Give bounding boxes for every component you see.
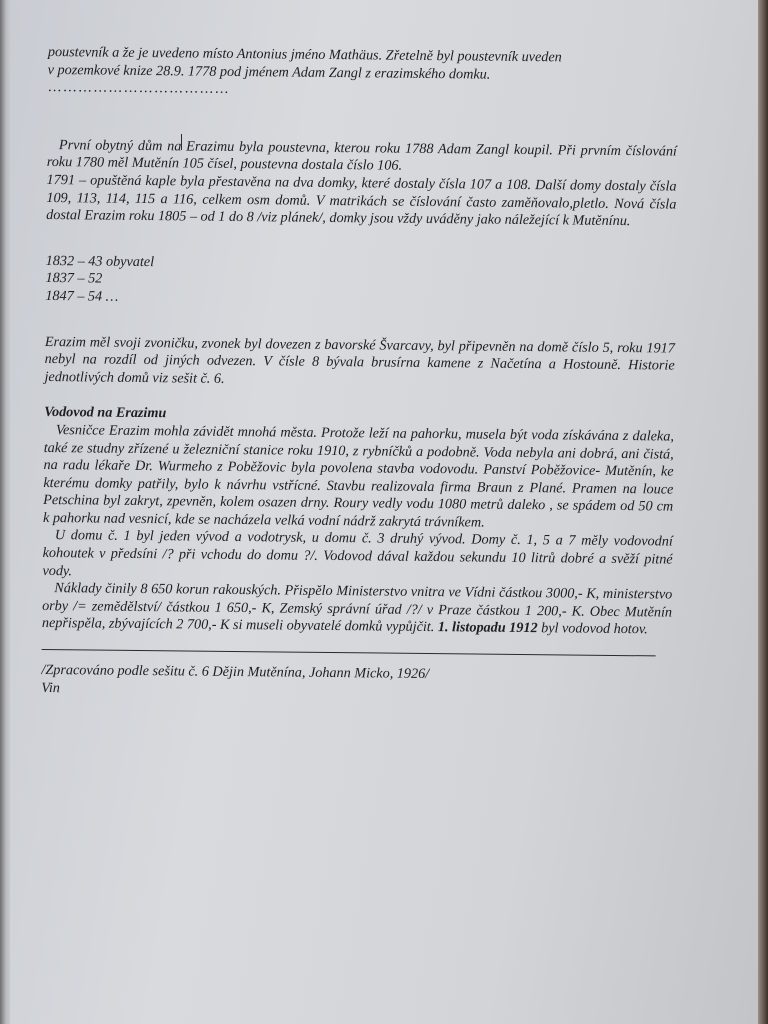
page-right-edge	[758, 0, 768, 1024]
paragraph-water-3	[42, 580, 673, 639]
paragraph-first-house: První obytný dům na Erazimu byla poustevna, kterou roku 1788 Adam Zangl koupil. Při prvním číslování roku 1780 měl Mutěnín 105 čísel, poustevna dostala číslo 106.	[46, 136, 677, 175]
population-1832: 1832 – 43 obyvatel	[45, 252, 155, 270]
page-left-edge	[0, 0, 10, 1024]
signature: Vin	[41, 679, 60, 696]
water-costs-end: byl vodovod hotov.	[541, 620, 648, 638]
intro-line-2: v pozemkové knize 28.9. 1778 pod jménem Adam Zangl z erazimského domku.	[47, 61, 491, 83]
document-text	[41, 44, 678, 704]
completion-date: 1. listopadu 1912	[437, 619, 538, 637]
source-note: /Zpracováno podle sešitu č. 6 Dějin Mutěnína, Johann Micko, 1926/	[41, 661, 430, 683]
population-1837: 1837 – 52	[45, 270, 103, 287]
intro-line-1: poustevník a že je uvedeno místo Antonius jméno Mathäus. Zřetelně byl poustevník uveden	[47, 44, 562, 66]
water-costs-text: Náklady činily 8 650 korun rakouských. Přispělo Ministerstvo vnitra ve Vídni částkou 3000,- K, ministerstvo orby /= zemědělství/ částkou 1 650,- K, Zemský správní úřad /?/ v Praze částkou 1 200,- K. Obec Mutěnín nepřispěla, zbývajících 2 700,- K si museli obyvatelé domků vypůjčit.	[41, 580, 673, 636]
paragraph-chapel: 1791 – opuštěná kaple byla přestavěna na dva domky, které dostaly čísla 107 a 108. Další domy dostaly čísla 109, 113, 114, 115 a 116, celkem osm domů. V matrikách se číslování často zaměňovalo,pletlo. Nová čísla dostal Erazim roku 1805 – od 1 do 8 /viz plánek/, domky jsou vždy uváděny jako náležející k Mutěnínu.	[46, 171, 677, 230]
dotted-separator: ………………………………	[47, 79, 230, 98]
population-1847: 1847 – 54 …	[45, 287, 119, 305]
section-heading: Vodovod na Erazimu	[44, 404, 167, 422]
paragraph-water-1: Vesničce Erazim mohla závidět mnohá města. Protože leží na pahorku, musela být voda získávána z daleka, také ze studny zřízené u železniční stanice roku 1910, z rybníčků a podobně. Voda nebyla ani dobrá, ani čistá, na radu lékaře Dr. Wurmeho z Poběžovic byla povolena stavba vodovodu. Panství Poběžovice- Mutěnín, ke kterému domky patřily, bylo k návrhu vstřícné. Stavbu realizovala firma Braun z Plané. Pramen na louce Petschina byl zakryt, zpevněn, kolem osazen drny. Roury vedly vodu 1080 metrů daleko , se spádem od 50 cm k pahorku nad vesnicí, kde se nacházela velká vodní nádrž zakrytá trávníkem.	[42, 422, 675, 531]
document-page	[10, 0, 758, 1024]
paragraph-bell: Erazim měl svoji zvoničku, zvonek byl dovezen z bavorské Švarcavy, byl připevněn na domě číslo 5, roku 1917 nebyl na rozdíl od jiných odvezen. V čísle 8 bývala brusírna kamene z Načetína a Hostouně. Historie jednotlivých domů viz sešit č. 6.	[44, 333, 675, 387]
horizontal-rule	[42, 649, 656, 656]
paragraph-water-2: U domu č. 1 byl jeden vývod a vodotrysk, u domu č. 3 druhý vývod. Domy č. 1, 5 a 7 měly vodovodní kohoutek v předsíni /? při vchodu do domu ?/. Vodovod dával každou sekundu 10 litrů dobré a svěží pitné vody.	[42, 527, 673, 579]
